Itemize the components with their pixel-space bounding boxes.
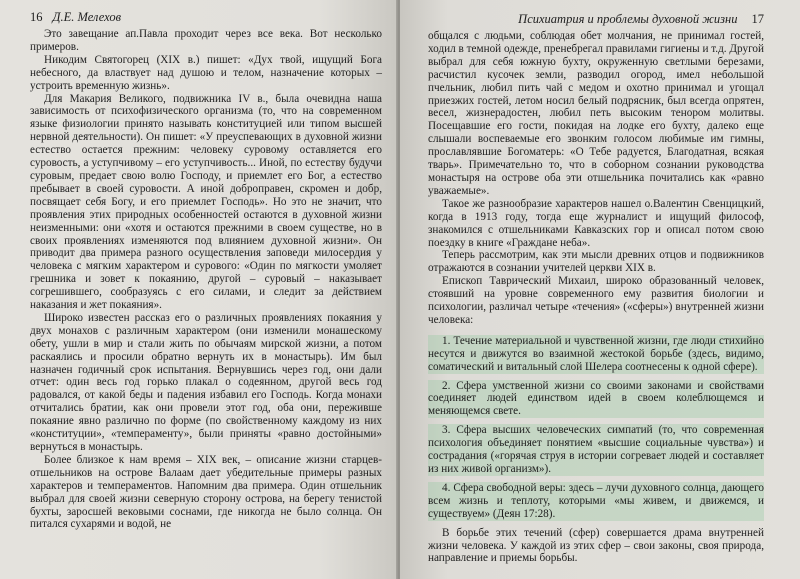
page-number-right: 17 <box>751 12 764 26</box>
left-page <box>0 0 398 579</box>
left-paragraph-2: Никодим Святогорец (XIX в.) пишет: «Дух твой, ищущий Бога небесного, да властвует над душою и телом, назначение которых – устроить временную жизнь». <box>30 53 382 92</box>
sphere-item-2: 2. Сфера умственной жизни со своими законами и свойствами соединяет людей единством идей в своем колеблющемся и меняющемся свете. <box>428 379 764 418</box>
right-paragraph-final: В борьбе этих течений (сфер) совершается драма внутренней жизни человека. У каждой из этих сфер – свои законы, своя природа, направление и приемы борьбы. <box>428 526 764 565</box>
sphere-item-3: 3. Сфера высших человеческих симпатий (то, что современная психология объединяет понятием «высшие социальные чувства») и сострадания («горячая струя в истории согревает людей и составляет из них живой организм»). <box>428 424 764 475</box>
left-paragraph-4: Широко известен рассказ его о различных проявлениях покаяния у двух монахов с различным характером (они изменили монашескому обету, ушли в мир и стали жить по обычаям мирской жизни, а потом раскаялись и просили обратно вернуть их в монастырь). Им был назначен годичный срок испытания. Вернувшись через год, они дали отчет: один весь год горько плакал о содеянном, другой весь год радовался, от какой беды и падения избавил его Господь. Когда монахи отчитались братии, как они провели этот год, оба они, переживше покаяние явно различно по форме (по свойственному каждому из них «конституции», «темпераменту», были приняты «равно достойными» вернуться в монастырь. <box>30 311 382 453</box>
left-paragraph-5: Более близкое к нам время – XIX век, – описание жизни старцев-отшельников на острове Валаам дает убедительные примеры разных характеров и темпераментов. Напомним два примера. Один отшельник выбрал для своей жизни северную сторону острова, на берегу тенистой бухты, заросшей вековыми соснами, где никогда не было солнца. Он питался сухарями и водой, не <box>30 453 382 531</box>
left-page-header <box>30 10 382 25</box>
running-head-right: Психиатрия и проблемы духовной жизни <box>518 12 738 26</box>
page-number-left: 16 <box>30 10 43 24</box>
running-head-left: Д.Е. Мелехов <box>52 10 121 24</box>
right-paragraph-3: Теперь рассмотрим, как эти мысли древних отцов и подвижников отражаются в сознании учителей церкви XIX в. <box>428 249 764 275</box>
sphere-item-4: 4. Сфера свободной веры: здесь – лучи духовного солнца, дающего всем жизнь и теплоту, которыми «мы живем, и движемся, и существуем» (Деян 17:28). <box>428 481 764 520</box>
left-paragraph-1: Это завещание ап.Павла проходит через все века. Вот несколько примеров. <box>30 28 382 53</box>
right-paragraph-4: Епископ Таврический Михаил, широко образованный человек, стоявший на уровне современного ему развития биологии и психологии, различал четыре «течения» («сферы») внутренней жизни человека: <box>428 275 764 326</box>
right-paragraph-1: общался с людьми, соблюдая обет молчания, не принимал гостей, ходил в темной одежде, пренебрегал правилами гигиены и т.д. Другой выбрал для себя южную бухту, окруженную светлыми березами, расчистил кусочек земли, разводил огород, имел небольшой пчельник, любил пить чай с медом и охотно принимал и угощал приезжих гостей, летом носил белый подрясник, был всегда опрятен, весел, жизнерадостен, любил петь высоким тенором молитвы. Посещавшие его гости, покидая на лодке его бухту, далеко еще слышали воспеваемые его звонким голосом любимые им гимны, прославлявшие Богоматерь: «О Тебе радуется, Благодатная, всякая тварь». Примечательно то, что в соборном сознании руководства монастыря на острове оба эти отшельника почитались как «равно уважаемые». <box>428 30 764 197</box>
left-paragraph-3: Для Макария Великого, подвижника IV в., была очевидна наша зависимость от психофизического организма (то, что на современном языке физиологии принято называть конституцией или типом высшей нервной деятельности). Он пишет: «У преуспевающих в духовной жизни естество остается прежним: человеку суровому оставляется его суровость, а уступчивому – его уступчивость... Иной, по естеству будучи суровым, предает свою волю Господу, и приемлет его Бог, а естество пребывает в своей суровости. А иной доброправен, скромен и добр, посвящает себя Богу, и его приемлет Господь». Но это не значит, что проявления этих природных особенностей остаются в духовной жизни неизменными: они «хотя и остаются прежними в своем существе, но в своих проявлениях изменяются под влиянием духовной жизни». Он приводит два примера разного осуществления заповеди милосердия у человека с мягким характером и сурового: «Один по мягкости умоляет грешника и зовет к покаянию, другой – суровый – наказывает согрешившего, сообразуясь с его силами, и следит за действием наказания и жет покаяния». <box>30 92 382 312</box>
right-page-header <box>428 12 764 27</box>
sphere-item-1: 1. Течение материальной и чувственной жизни, где люди стихийно несутся и движутся во взаимной жестокой борьбе (здесь, видимо, соматический и витальный слой Шелера соотнесены к одной сфере). <box>428 334 764 373</box>
right-page <box>400 0 800 579</box>
right-paragraph-2: Такое же разнообразие характеров нашел о.Валентин Свенцицкий, когда в 1913 году, тогда еще журналист и ищущий философ, знакомился с отшельниками Кавказских гор и описал потом свою поездку в книге «Граждане неба». <box>428 197 764 249</box>
